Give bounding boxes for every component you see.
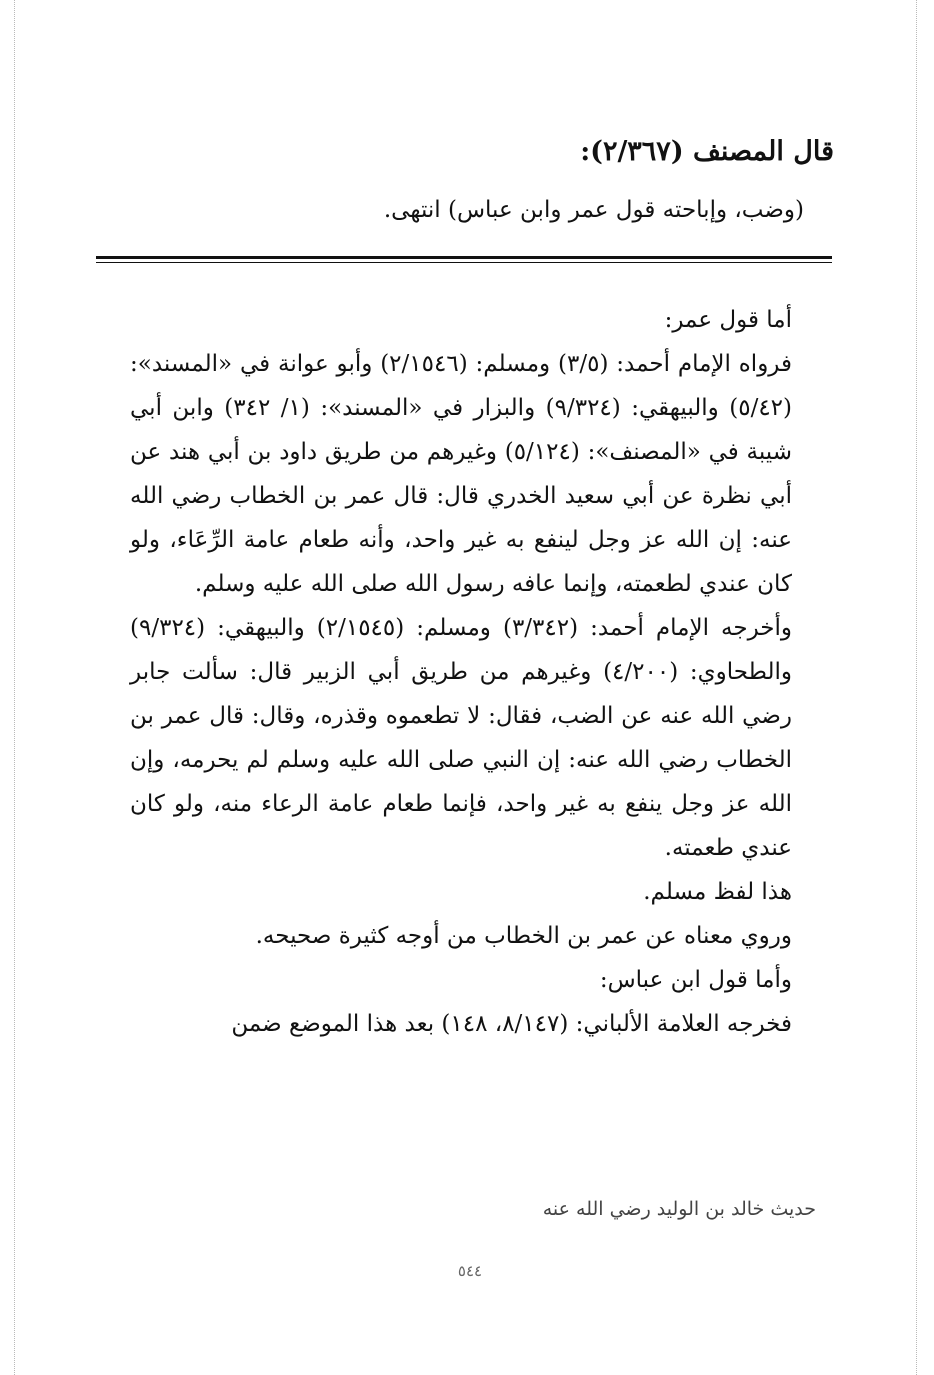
footer-partial-line: حديث خالد بن الوليد رضي الله عنه	[542, 1198, 816, 1220]
paragraph: فرواه الإمام أحمد: (٣/٥) ومسلم: (٢/١٥٤٦) وأبو عوانة في «المسند»: (٥/٤٢) والبيهقي: (٩/٣٢٤) والبزار في «المسند»: (١/ ٣٤٢) وابن أبي شيبة في «المصنف»: (٥/١٢٤) وغيرهم من طريق داود بن أبي هند عن أبي نظرة عن أبي سعيد الخدري قال: قال عمر بن الخطاب رضي الله عنه: إن الله عز وجل لينفع به غير واحد، وأنه طعام عامة الرِّعَاء، ولو كان عندي لطعمته، وإنما عافه رسول الله صلى الله عليه وسلم.	[130, 351, 793, 597]
paragraph: أما قول عمر:	[664, 307, 792, 333]
page-number: ٥٤٤	[457, 1262, 483, 1280]
paragraph: وروي معناه عن عمر بن الخطاب من أوجه كثيرة صحيحه.	[255, 923, 792, 949]
paragraph: وأخرجه الإمام أحمد: (٣/٣٤٢) ومسلم: (٢/١٥٤٥) والبيهقي: (٩/٣٢٤) والطحاوي: (٤/٢٠٠) وغيرهم من طريق أبي الزبير قال: سألت جابر رضي الله عنه عن الضب، فقال: لا تطعموه وقذره، وقال: قال عمر بن الخطاب رضي الله عنه: إن النبي صلى الله عليه وسلم لم يحرمه، وإن الله عز وجل ينفع به غير واحد، فإنما طعام عامة الرعاء منه، ولو كان عندي طعمته.	[130, 615, 792, 861]
separator-rule-thin	[96, 262, 832, 263]
right-margin-dots	[916, 0, 917, 1375]
quoted-text: (وضب، وإباحته قول عمر وابن عباس) انتهى.	[383, 197, 804, 223]
body-text	[130, 298, 830, 1046]
paragraph: وأما قول ابن عباس:	[599, 967, 792, 993]
separator-rule-thick	[96, 256, 832, 259]
left-margin-dots	[14, 0, 15, 1375]
paragraph: فخرجه العلامة الألباني: (٨/١٤٧، ١٤٨) بعد هذا الموضع ضمن	[231, 1011, 792, 1037]
section-heading: قال المصنف (٢/٣٦٧):	[580, 136, 834, 167]
paragraph: هذا لفظ مسلم.	[643, 879, 792, 905]
